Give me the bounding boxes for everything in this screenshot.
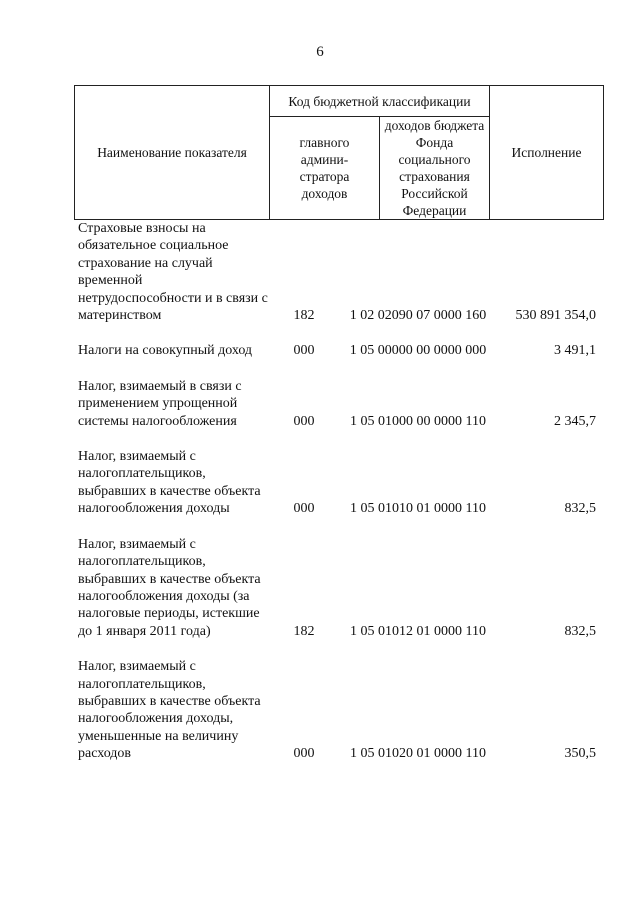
row-amount: 3 491,1 [554, 343, 596, 359]
table-row [78, 658, 608, 762]
table-row [78, 448, 608, 518]
row-admin-code: 000 [293, 501, 315, 517]
row-name: Налоги на совокупный доход [78, 343, 253, 359]
column-header-income: доходов бюджета Фонда социального страхования Российской Федерации [380, 117, 490, 220]
row-admin-code: 182 [293, 623, 315, 639]
column-header-admin: главного админи- стратора доходов [270, 117, 380, 220]
table-row [78, 220, 608, 324]
column-header-execution: Исполнение [490, 86, 604, 220]
row-amount: 530 891 354,0 [515, 308, 596, 324]
row-name: Налог, взимаемый с налогоплательщиков, выбравших в качестве объекта налогообложения доходы (за налоговые периоды, истекшие до 1 января 2011 года) [78, 536, 261, 639]
row-admin-code: 000 [293, 746, 315, 762]
row-kbk: 1 05 01012 01 0000 110 [350, 623, 486, 639]
table-header [74, 85, 604, 220]
column-header-name: Наименование показателя [75, 86, 270, 220]
row-admin-code: 000 [293, 343, 315, 359]
table-row [78, 536, 608, 640]
row-amount: 350,5 [564, 746, 596, 762]
row-kbk: 1 05 00000 00 0000 000 [349, 343, 487, 359]
row-amount: 2 345,7 [554, 413, 596, 429]
row-kbk: 1 05 01010 01 0000 110 [350, 501, 486, 517]
row-admin-code: 182 [293, 308, 315, 324]
row-admin-code: 000 [293, 413, 315, 429]
table-row [78, 342, 608, 359]
page-number: 6 [316, 44, 324, 60]
table-body [78, 220, 608, 781]
row-amount: 832,5 [564, 623, 596, 639]
row-name: Налог, взимаемый с налогоплательщиков, выбравших в качестве объекта налогообложения доходы [78, 449, 261, 517]
row-kbk: 1 05 01020 01 0000 110 [350, 746, 486, 762]
row-name: Страховые взносы на обязательное социальное страхование на случай временной нетрудоспособности и в связи с материнством [78, 221, 268, 324]
row-name: Налог, взимаемый с налогоплательщиков, выбравших в качестве объекта налогообложения доходы, уменьшенные на величину расходов [78, 659, 261, 762]
column-group-header-code: Код бюджетной классификации [270, 86, 490, 117]
row-amount: 832,5 [564, 501, 596, 517]
table-row [78, 378, 608, 430]
row-name: Налог, взимаемый в связи с применением упрощенной системы налогообложения [78, 378, 242, 429]
row-kbk: 1 05 01000 00 0000 110 [350, 413, 486, 429]
row-kbk: 1 02 02090 07 0000 160 [349, 308, 487, 324]
